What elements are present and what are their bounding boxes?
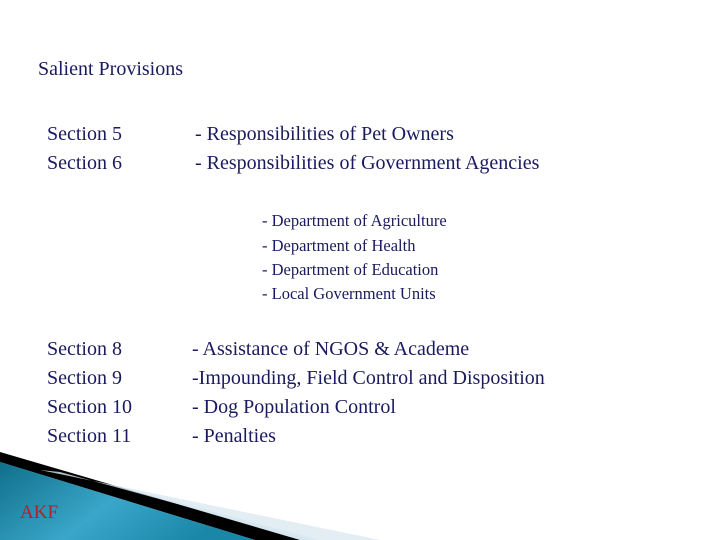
section-number: Section 5: [47, 123, 122, 145]
agency-item: - Local Government Units: [262, 284, 436, 303]
slide-title: Salient Provisions: [38, 58, 184, 80]
section-number: Section 11: [47, 425, 132, 447]
section-number: Section 8: [47, 338, 122, 360]
section-description: - Assistance of NGOS & Academe: [192, 338, 470, 360]
section-number: Section 6: [47, 152, 122, 174]
section-number: Section 9: [47, 367, 122, 389]
section-number: Section 10: [47, 396, 132, 418]
section-description: - Responsibilities of Government Agencies: [195, 152, 540, 174]
footer-label: AKF: [20, 502, 59, 523]
agency-item: - Department of Agriculture: [262, 211, 447, 230]
section-description: - Dog Population Control: [192, 396, 396, 418]
section-description: - Penalties: [192, 425, 276, 447]
agency-item: - Department of Education: [262, 260, 439, 279]
section-description: -Impounding, Field Control and Disposition: [192, 367, 545, 389]
agency-item: - Department of Health: [262, 236, 416, 255]
section-description: - Responsibilities of Pet Owners: [195, 123, 454, 145]
